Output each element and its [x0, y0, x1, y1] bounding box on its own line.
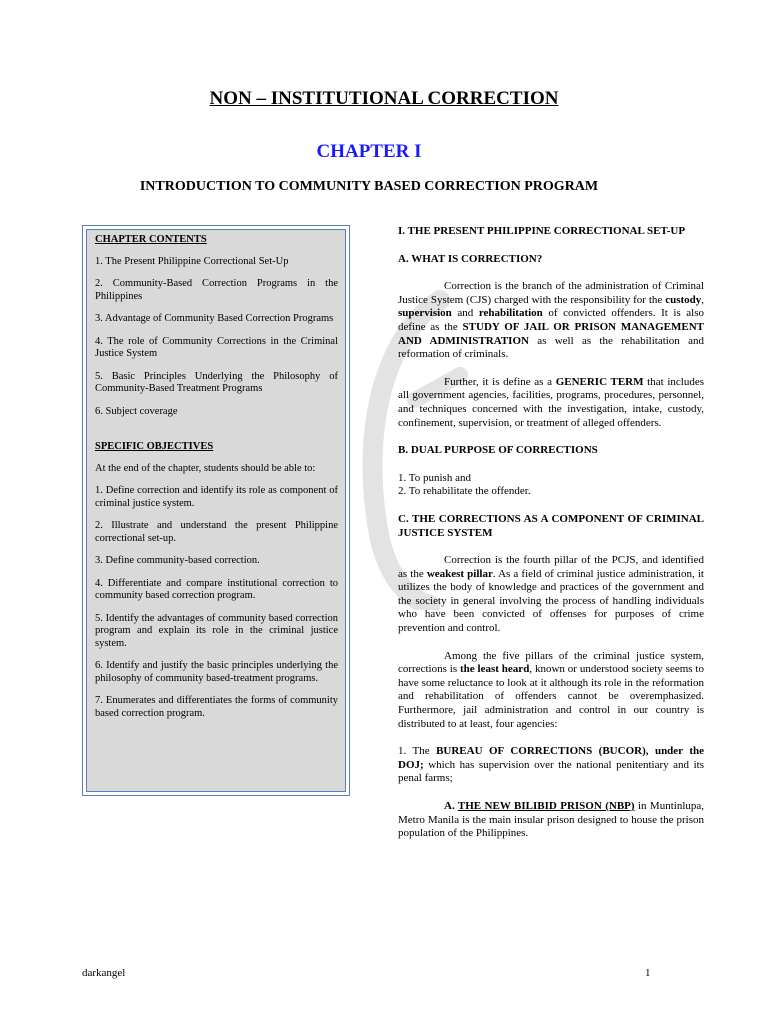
objective-item: 6. Identify and justify the basic principles underlying the philosophy of community based-treatment programs. — [95, 660, 338, 684]
objective-item: 2. Illustrate and understand the present Philippine correctional set-up. — [95, 520, 338, 544]
subsection-heading-c: C. THE CORRECTIONS AS A COMPONENT OF CRIMINAL JUSTICE SYSTEM — [398, 512, 704, 539]
objective-item: 5. Identify the advantages of community based correction program and explain its role in the criminal justice system. — [95, 612, 338, 649]
main-column — [398, 225, 704, 841]
objective-item: 4. Differentiate and compare institutional correction to community based correction program. — [95, 577, 338, 601]
contents-item: 5. Basic Principles Underlying the Philosophy of Community-Based Treatment Programs — [95, 370, 338, 394]
paragraph-bucor: 1. The BUREAU OF CORRECTIONS (BUCOR), under the DOJ; which has supervision over the national penitentiary and its penal farms; — [398, 745, 704, 785]
objective-item: 1. Define correction and identify its role as component of criminal justice system. — [95, 485, 338, 509]
subsection-heading-b: B. DUAL PURPOSE OF CORRECTIONS — [398, 444, 598, 457]
page-number: 1 — [645, 967, 651, 979]
contents-item: 1. The Present Philippine Correctional Set-Up — [95, 255, 289, 267]
objective-item: 3. Define community-based correction. — [95, 555, 260, 566]
section-heading: I. THE PRESENT PHILIPPINE CORRECTIONAL SET-UP — [398, 225, 686, 237]
contents-item: 2. Community-Based Correction Programs in the Philippines — [95, 278, 338, 302]
chapter-contents-panel — [86, 229, 346, 792]
paragraph-generic-term: Further, it is define as a GENERIC TERM that includes all government agencies, facilities, programs, procedures, personnel, and techniques concerned with the investigation, intake, custody, confinement, supervision, or treatment of alleged offenders. — [398, 375, 704, 429]
list-item: 1. To punish and — [398, 471, 471, 484]
chapter-subtitle: INTRODUCTION TO COMMUNITY BASED CORRECTION PROGRAM — [139, 179, 599, 194]
chapter-contents-box — [82, 225, 350, 796]
list-item: 2. To rehabilitate the offender. — [398, 485, 531, 498]
document-title: NON – INSTITUTIONAL CORRECTION — [209, 88, 559, 109]
footer-author: darkangel — [82, 967, 126, 979]
paragraph-correction-definition: Correction is the branch of the administration of Criminal Justice System (CJS) charged with the responsibility for the custody, supervision and rehabilitation of convicted offenders. It is also define as the STUDY OF JAIL OR PRISON MANAGEMENT AND ADMINISTRATION as well as the rehabilitation and reformation of criminals. — [398, 280, 704, 361]
objectives-intro: At the end of the chapter, students should be able to: — [95, 462, 316, 474]
paragraph-fourth-pillar: Correction is the fourth pillar of the PCJS, and identified as the weakest pillar. As a field of criminal justice administration, it utilizes the body of knowledge and practices of the government and the society in general involving the process of handling individuals who have been convicted of offenses for purposes of crime prevention and control. — [398, 554, 704, 635]
subsection-heading-a: A. WHAT IS CORRECTION? — [398, 252, 543, 265]
paragraph-five-pillars: Among the five pillars of the criminal justice system, corrections is the least heard, known or understood society seems to have some reluctance to look at it although its role in the reformation and rehabilitation of offenders cannot be overemphasized. Furthermore, jail administration and control in our country is distributed to at least, four agencies: — [398, 649, 704, 730]
objective-item: 7. Enumerates and differentiates the forms of community based correction program. — [95, 695, 338, 719]
objectives-heading: SPECIFIC OBJECTIVES — [95, 441, 214, 452]
contents-item: 6. Subject coverage — [95, 405, 178, 417]
contents-item: 4. The role of Community Corrections in the Criminal Justice System — [95, 335, 338, 359]
contents-item: 3. Advantage of Community Based Correction Programs — [95, 313, 334, 324]
chapter-heading: CHAPTER I — [316, 141, 422, 162]
paragraph-nbp: A. THE NEW BILIBID PRISON (NBP) in Muntinlupa, Metro Manila is the main insular prison designed to house the prison population of the Philippines. — [398, 800, 705, 840]
contents-heading: CHAPTER CONTENTS — [95, 234, 207, 245]
